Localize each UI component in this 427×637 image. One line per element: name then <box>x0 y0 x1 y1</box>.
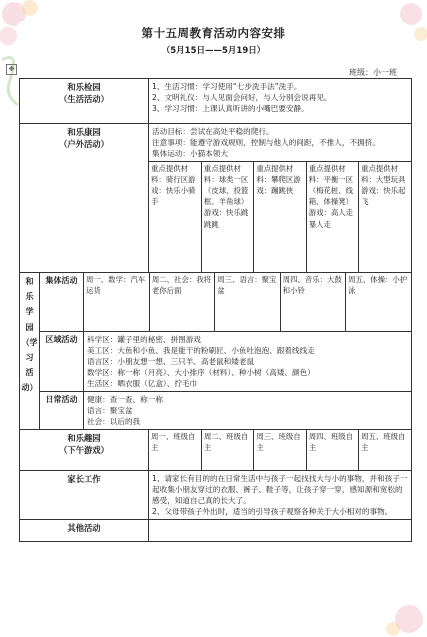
content-line: 科学区：罐子里的秘密、拼图游戏 <box>87 335 201 344</box>
content-line: 3、学习习惯：上课认真听讲的小嘴巴要安静。 <box>152 104 309 113</box>
content-line: 美工区：大鱼和小鱼、我是能干的粉刷匠、小鱼吐泡泡、跟着线线走 <box>87 346 315 355</box>
row-sublabel: （生活活动） <box>59 94 109 105</box>
table-row <box>20 273 412 332</box>
weekday-cell: 周一、班级自主 <box>151 432 196 453</box>
daily-activity-label: 日常活动 <box>40 392 84 430</box>
content-line: 语言区：小朋友想一想、三只羊、高老鼠和矮老鼠 <box>87 357 255 366</box>
table-row <box>20 124 412 273</box>
content-line: 1、请家长有目的的在日常生活中与孩子一起找找大与小的事物，并和孩子一起收集小朋友穿过的衣服、裤子、鞋子等，让孩子穿一穿，感知源和宽松的感受，知道自己真的长大了。 <box>152 474 408 505</box>
content-line: 数学区：称一称（月亮）、大小排序（材料）、种小树（高矮、颜色） <box>87 368 315 377</box>
afternoon-play-content <box>149 430 412 471</box>
flower-decoration-icon <box>357 567 427 637</box>
weekday-cell: 周一、数学：汽车运货 <box>86 275 146 296</box>
table-row <box>20 430 412 471</box>
content-line: 注意事项：能遵守游戏规则，控制与他人的间距，不推人，不拥挤。 <box>152 138 380 147</box>
group-activity-content <box>84 273 412 332</box>
weekday-cell: 周二、社会：我将老你后面 <box>149 273 214 331</box>
life-activity-content <box>149 79 412 124</box>
area-activity-content <box>84 332 412 392</box>
weekday-cell: 周五、班级自主 <box>359 430 411 470</box>
content-line: 1、生活习惯：学习使用“七步洗手法”洗手。 <box>152 82 302 91</box>
group-activity-label: 集体活动 <box>40 273 84 332</box>
life-activity-label <box>20 79 149 124</box>
outdoor-areas <box>149 162 411 272</box>
table-row <box>20 392 412 430</box>
weekday-cell: 周四、班级自主 <box>306 430 358 470</box>
table-row <box>20 471 412 520</box>
weekday-cell: 周五、体操：小护泳 <box>346 273 411 331</box>
content-line: 社会：以后的我 <box>87 417 141 426</box>
area-activity-label: 区域活动 <box>40 332 84 392</box>
table-row <box>20 520 412 542</box>
daily-activity-content <box>84 392 412 430</box>
content-line: 2、文明礼仪：与人见面会问好，与人分别会说再见。 <box>152 93 332 102</box>
afternoon-play-days <box>149 430 411 470</box>
other-activity-content[interactable] <box>149 520 412 542</box>
table-row <box>20 79 412 124</box>
weekday-cell: 周三、班级自主 <box>254 430 306 470</box>
outdoor-area-cell: 重点提供材料：攀爬区游戏：蹦跳侠 <box>254 162 306 272</box>
outdoor-activity-content <box>149 124 412 273</box>
row-label: 和乐趣园 <box>67 433 101 443</box>
row-label: 和乐检园 <box>67 82 101 92</box>
date-range: （5月15日——5月19日） <box>161 46 266 56</box>
row-label: 和乐康园 <box>67 127 101 137</box>
table-move-handle-icon[interactable]: ✥ <box>6 64 17 75</box>
outdoor-area-cell: 重点提供材料：骑行区游戏：快乐小骑手 <box>151 164 196 207</box>
outdoor-area-cell: 重点提供材料：大型玩具游戏：快乐起飞 <box>359 162 411 272</box>
content-line: 2、父母带孩子外出时，适当的引导孩子观察各种关于大小相对的事物。 <box>152 507 393 516</box>
weekday-cell: 周四、音乐：大鼓和小铃 <box>280 273 345 331</box>
learning-activity-label <box>20 273 40 430</box>
label-char: 活动） <box>21 368 38 393</box>
label-char: 习 <box>25 352 34 362</box>
row-sublabel: （户外活动） <box>59 139 109 150</box>
table-row <box>20 332 412 392</box>
afternoon-play-label <box>20 430 149 471</box>
class-label: 班级：小一班 <box>349 68 397 77</box>
label-char: 园 <box>25 322 34 332</box>
group-activity-days <box>84 273 411 331</box>
outdoor-activity-label <box>20 124 149 273</box>
outdoor-area-cell: 重点提供材料：球类一区（皮球、投篮框、羊角球）游戏：快乐跳跳跳 <box>201 162 253 272</box>
row-sublabel: （下午游戏） <box>59 445 109 456</box>
content-line: 语言：聚宝盆 <box>87 406 133 415</box>
content-line: 活动目标：尝试在高处平稳的爬行。 <box>152 127 274 136</box>
label-char: 学 <box>25 307 34 317</box>
family-work-content <box>149 471 412 520</box>
content-line: 生活区：晒衣服（亿盒）、拧毛巾 <box>87 379 198 388</box>
weekday-cell: 周二、班级自主 <box>201 430 253 470</box>
document-title: 第十五周教育活动内容安排 <box>141 26 286 40</box>
content-line: 集体运动：小猫本领大 <box>152 149 228 158</box>
other-activity-label: 其他活动 <box>20 520 149 542</box>
label-char: （学 <box>21 337 38 347</box>
label-char: 和 <box>25 277 34 286</box>
content-line: 健康：查一查、称一称 <box>87 395 163 404</box>
weekday-cell: 周三、语言：聚宝盆 <box>215 273 280 331</box>
outdoor-area-cell: 重点提供材料：平衡一区（梅花桩、线箱、体操凳）游戏：高人走暴人走 <box>306 162 358 272</box>
schedule-table <box>19 78 412 542</box>
label-char: 乐 <box>25 292 34 302</box>
family-work-label: 家长工作 <box>20 471 149 520</box>
